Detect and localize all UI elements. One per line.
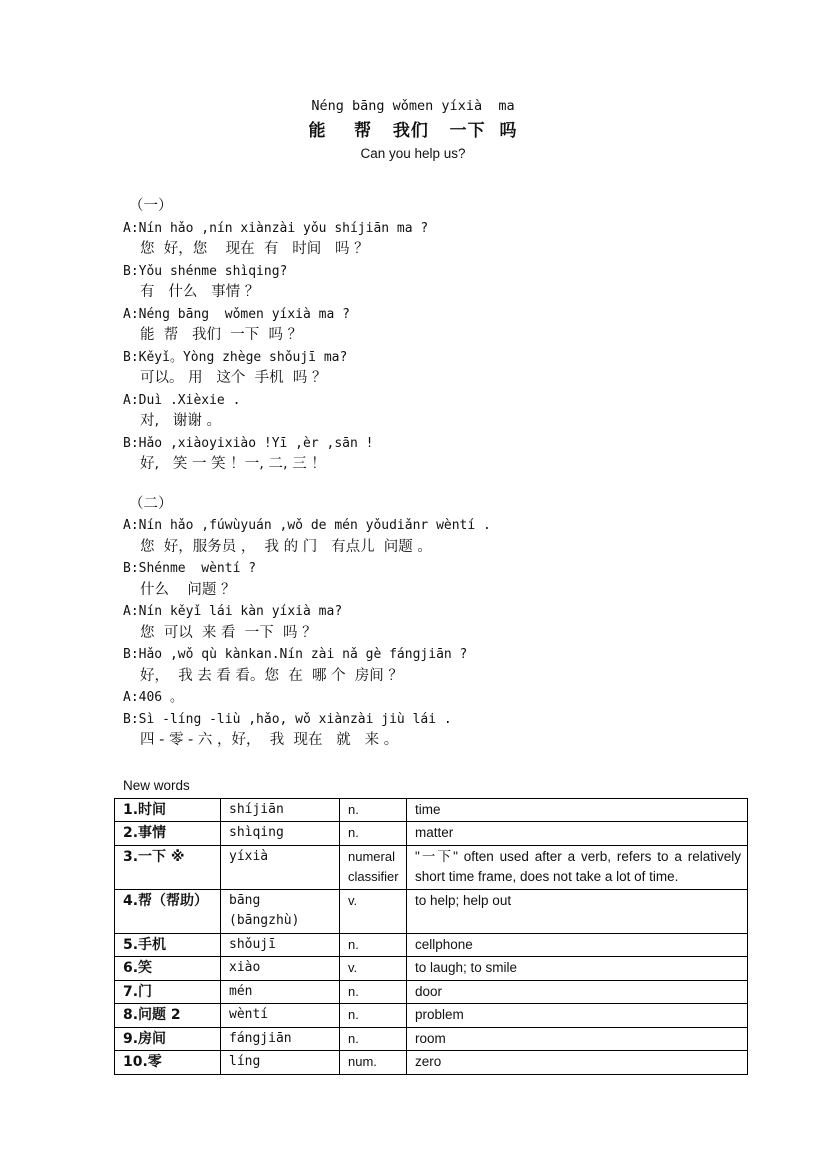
pinyin-cell: fángjiān xyxy=(221,1027,340,1051)
hanzi-line: 能 帮 我们 一下 吗 ？ xyxy=(140,327,303,343)
word-cell: 1.时间 xyxy=(115,798,221,822)
pinyin-cell: shíjiān xyxy=(221,798,340,822)
hanzi-line: 您 好，您 现在 有 时间 吗 ？ xyxy=(140,241,369,257)
pinyin-line: A:Nín hǎo ,fúwùyuán ,wǒ de mén yǒudiǎnr wèntí . xyxy=(123,518,491,533)
meaning-cell: door xyxy=(407,980,748,1004)
meaning-cell: matter xyxy=(407,822,748,846)
hanzi-line: 您 好，服务员 ， 我 的 门 有点儿 问题 。 xyxy=(140,538,432,555)
meaning-cell: to laugh; to smile xyxy=(407,957,748,981)
word-cell: 2.事情 xyxy=(115,822,221,846)
pinyin-cell: líng xyxy=(221,1051,340,1075)
pos-cell: n. xyxy=(340,980,407,1004)
meaning-cell: to help; help out xyxy=(407,889,748,933)
pinyin-line: B:Sì -líng -liù ,hǎo, wǒ xiànzài jiù lái . xyxy=(123,711,452,727)
hanzi-line: 好， 我 去 看 看。您 在 哪 个 房间 ？ xyxy=(140,667,403,684)
table-row xyxy=(115,980,748,1004)
hanzi-line: 可以。 用 这个 手机 吗 ？ xyxy=(140,370,327,386)
pinyin-line: B:Shénme wèntí ? xyxy=(123,561,257,576)
word-cell: 3.一下 ※ xyxy=(115,845,221,889)
dialogue-2-heading: （二） xyxy=(129,495,173,512)
word-cell: 8.问题 2 xyxy=(115,1004,221,1028)
pinyin-cell: shìqing xyxy=(221,822,340,846)
pos-cell: n. xyxy=(340,822,407,846)
pinyin-line: A:406 。 xyxy=(123,690,183,705)
pinyin-line: B:Yǒu shénme shìqing? xyxy=(123,263,288,279)
hanzi-line: 有 什么 事情 ？ xyxy=(140,284,260,300)
dialogue-1 xyxy=(123,196,748,476)
hanzi-line: 四 - 零 - 六 ，好， 我 现在 就 来 。 xyxy=(140,732,399,748)
lesson-title-block xyxy=(0,0,826,164)
vocab-table xyxy=(114,798,748,1075)
dialogue-1-heading: （一） xyxy=(129,198,173,214)
table-row xyxy=(115,822,748,846)
pinyin-line: A:Nín kěyǐ lái kàn yíxià ma? xyxy=(123,604,343,619)
pinyin-cell: wèntí xyxy=(221,1004,340,1028)
pinyin-cell: xiào xyxy=(221,957,340,981)
pos-cell: v. xyxy=(340,889,407,933)
table-row xyxy=(115,889,748,933)
pinyin-line: A:Néng bāng wǒmen yíxià ma ? xyxy=(123,306,350,322)
meaning-cell: problem xyxy=(407,1004,748,1028)
table-row xyxy=(115,933,748,957)
pinyin-line: A:Duì .Xièxie . xyxy=(123,392,241,408)
pinyin-cell: bāng (bāngzhù) xyxy=(221,889,340,933)
pos-cell: v. xyxy=(340,957,407,981)
table-row xyxy=(115,957,748,981)
pinyin-cell: yíxià xyxy=(221,845,340,889)
pos-cell: num. xyxy=(340,1051,407,1075)
table-row xyxy=(115,1004,748,1028)
hanzi-line: 什么 问题 ？ xyxy=(140,581,236,598)
word-cell: 7.门 xyxy=(115,980,221,1004)
lesson-title-english: Can you help us? xyxy=(360,146,466,161)
meaning-cell: "一下" often used after a verb, refers to a relatively short time frame, does not take a lot of time. xyxy=(407,845,748,889)
hanzi-line: 好, 笑 一 笑 ！一, 二, 三 ！ xyxy=(140,456,326,472)
lesson-title-hanzi: 能 帮 我们 一下 吗 xyxy=(308,121,518,141)
lesson-content xyxy=(0,196,826,1075)
word-cell: 5.手机 xyxy=(115,933,221,957)
word-cell: 4.帮（帮助） xyxy=(115,889,221,933)
table-row xyxy=(115,1027,748,1051)
dialogue-2 xyxy=(123,494,748,752)
pinyin-cell: mén xyxy=(221,980,340,1004)
new-words-label: New words xyxy=(123,777,190,793)
pinyin-line: A:Nín hǎo ,nín xiànzài yǒu shíjiān ma ? xyxy=(123,220,429,236)
pinyin-line: B:Hǎo ,wǒ qù kànkan.Nín zài nǎ gè fángjiān ? xyxy=(123,647,468,662)
pos-cell: n. xyxy=(340,1004,407,1028)
table-row xyxy=(115,798,748,822)
pinyin-line: B:Kěyǐ。Yòng zhège shǒujī ma? xyxy=(123,349,348,365)
word-cell: 10.零 xyxy=(115,1051,221,1075)
table-row xyxy=(115,845,748,889)
word-cell: 9.房间 xyxy=(115,1027,221,1051)
meaning-cell: cellphone xyxy=(407,933,748,957)
pos-cell: n. xyxy=(340,1027,407,1051)
hanzi-line: 对, 谢谢 。 xyxy=(140,413,222,429)
pos-cell: numeral classifier xyxy=(340,845,407,889)
pinyin-cell: shǒujī xyxy=(221,933,340,957)
meaning-cell: room xyxy=(407,1027,748,1051)
pinyin-line: B:Hǎo ,xiàoyixiào !Yī ,èr ,sān ! xyxy=(123,435,374,451)
pos-cell: n. xyxy=(340,798,407,822)
hanzi-line: 您 可以 来 看 一下 吗 ？ xyxy=(140,624,317,641)
pos-cell: n. xyxy=(340,933,407,957)
lesson-title-pinyin: Néng bāng wǒmen yíxià ma xyxy=(311,98,515,114)
table-row xyxy=(115,1051,748,1075)
meaning-cell: time xyxy=(407,798,748,822)
meaning-cell: zero xyxy=(407,1051,748,1075)
word-cell: 6.笑 xyxy=(115,957,221,981)
